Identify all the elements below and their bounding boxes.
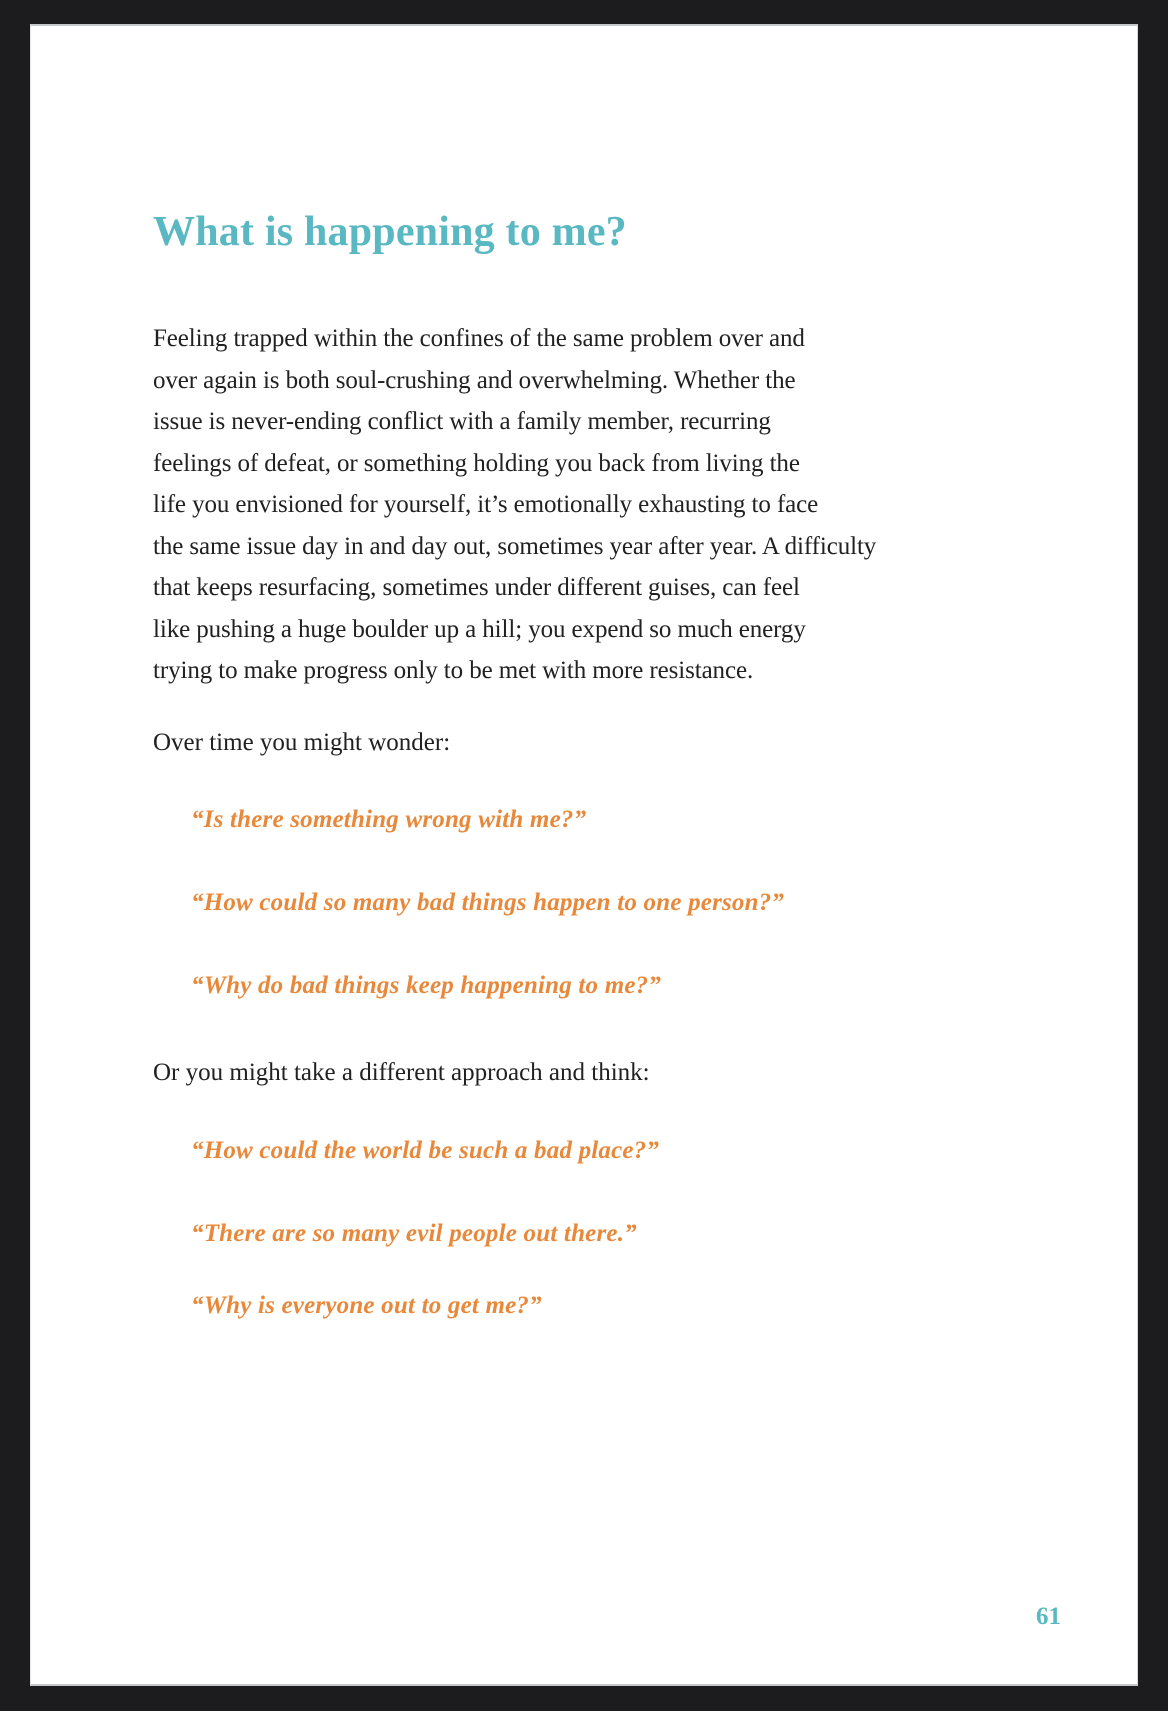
quote-line: “Is there something wrong with me?” (191, 806, 587, 833)
paragraph-line: over again is both soul-crushing and overwhelming. Whether the (153, 366, 796, 394)
quote-line: “Why is everyone out to get me?” (191, 1291, 542, 1319)
quote-line: “How could so many bad things happen to one person?” (191, 889, 785, 916)
page-title: What is happening to me? (153, 209, 627, 255)
paragraph-line: trying to make progress only to be met with more resistance. (153, 657, 754, 684)
paragraph-line: that keeps resurfacing, sometimes under different guises, can feel (153, 574, 800, 601)
page-number: 61 (1036, 1603, 1061, 1630)
quote-line: “How could the world be such a bad place?” (191, 1136, 660, 1164)
paragraph-line: Feeling trapped within the confines of the same problem over and (153, 325, 805, 352)
paragraph-line: life you envisioned for yourself, it’s emotionally exhausting to face (153, 491, 819, 518)
body-paragraph (153, 318, 1047, 692)
quote-line: “There are so many evil people out there.” (191, 1219, 637, 1247)
quote-line: “Why do bad things keep happening to me?” (191, 972, 662, 999)
book-page (30, 24, 1138, 1686)
lead-in-wonder: Over time you might wonder: (153, 728, 451, 756)
lead-in-approach: Or you might take a different approach and think: (153, 1059, 650, 1086)
paragraph-line: issue is never-ending conflict with a family member, recurring (153, 408, 771, 435)
paragraph-line: like pushing a huge boulder up a hill; you expend so much energy (153, 615, 806, 643)
paragraph-line: feelings of defeat, or something holding you back from living the (153, 449, 800, 477)
page-content (31, 26, 1137, 1322)
paragraph-line: the same issue day in and day out, sometimes year after year. A difficulty (153, 532, 877, 560)
